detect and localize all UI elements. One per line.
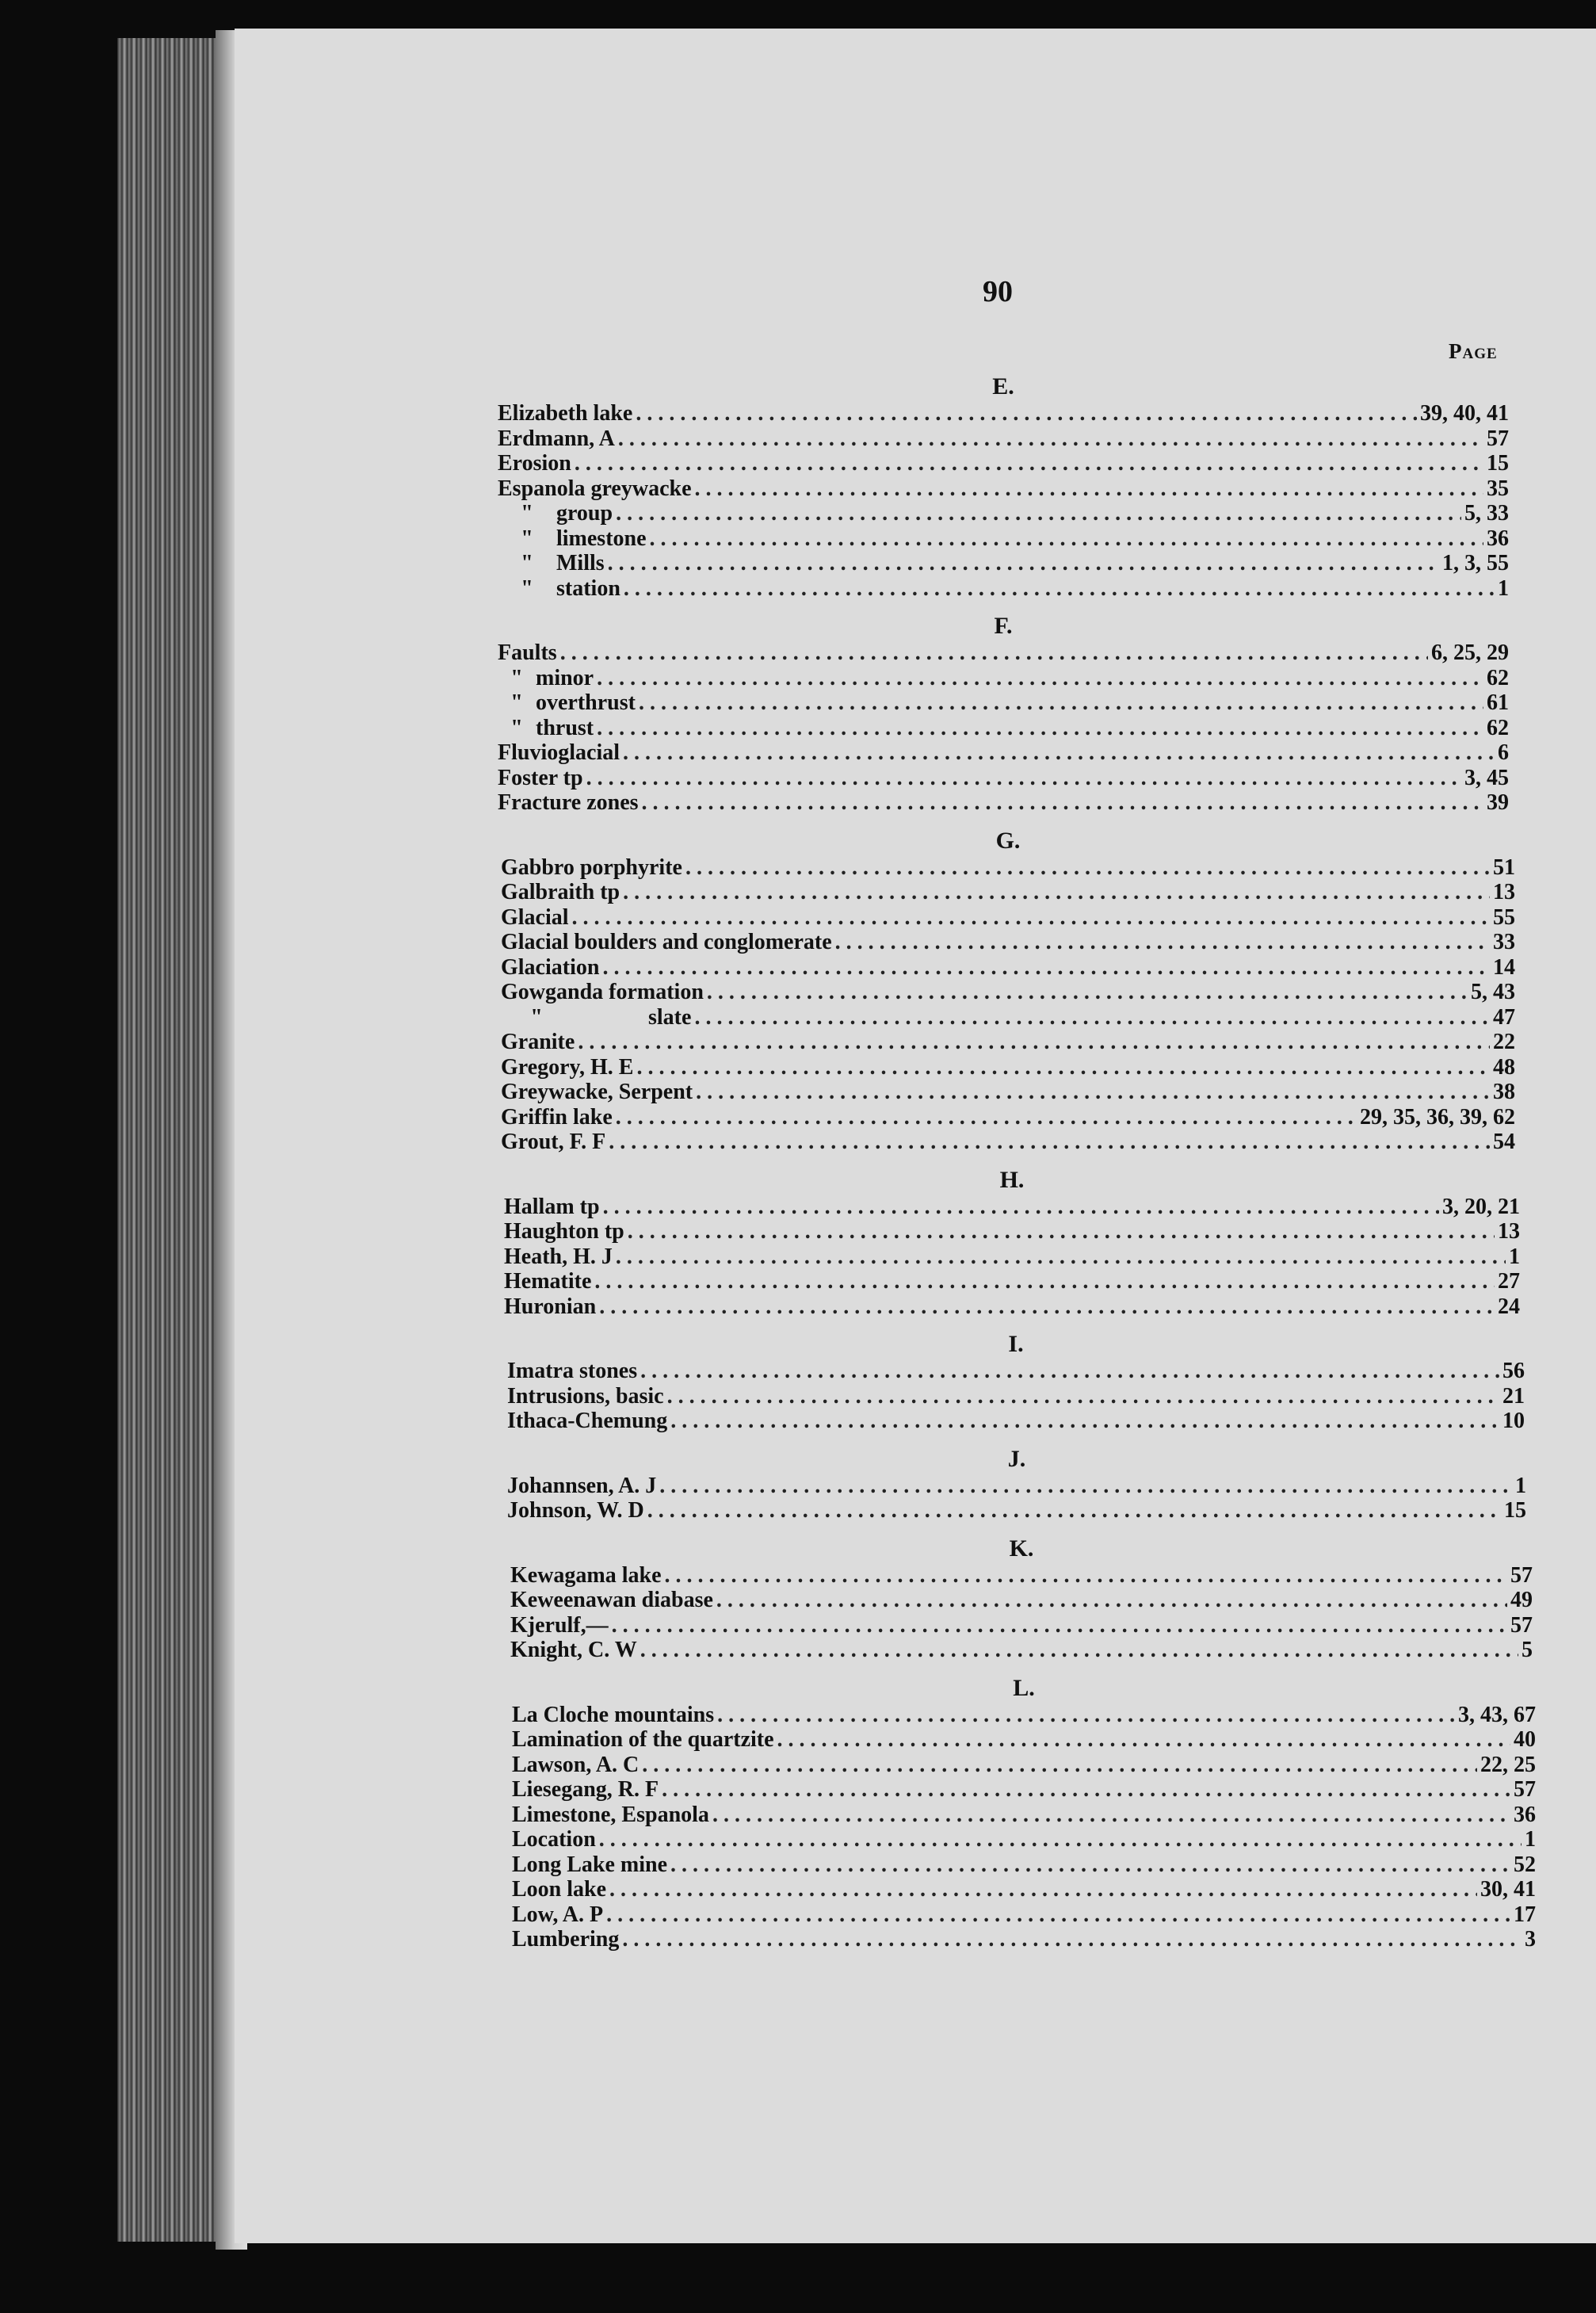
page-references: 24 xyxy=(1498,1294,1520,1319)
page-references: 13 xyxy=(1493,880,1515,904)
page-number: 90 xyxy=(983,275,1013,308)
index-term: Ithaca-Chemung xyxy=(507,1409,668,1433)
page-references: 57 xyxy=(1514,1777,1536,1802)
index-entry xyxy=(498,716,1509,741)
index-entry xyxy=(507,1409,1525,1434)
page-references: 27 xyxy=(1498,1269,1520,1294)
section-letter-heading: J. xyxy=(1007,1445,1026,1472)
index-entry xyxy=(512,1777,1536,1803)
dot-leader xyxy=(667,1384,1499,1409)
index-term: Grout, F. F xyxy=(501,1130,606,1154)
index-section xyxy=(504,1166,1520,1320)
page-references: 14 xyxy=(1493,954,1515,980)
page-references: 36 xyxy=(1514,1802,1536,1827)
index-term: Elizabeth lake xyxy=(498,401,633,426)
dot-leader xyxy=(597,666,1483,691)
index-term: Lawson, A. C xyxy=(512,1752,640,1777)
dot-leader xyxy=(694,1005,1490,1030)
index-term: Glacial xyxy=(501,904,569,930)
page-column-header: Page xyxy=(1449,339,1498,363)
page-references: 10 xyxy=(1502,1409,1525,1433)
index-entry xyxy=(498,476,1509,502)
dot-leader xyxy=(572,905,1490,931)
index-entry xyxy=(498,551,1509,576)
index-term: Loon lake xyxy=(512,1877,607,1902)
dot-leader xyxy=(636,1055,1490,1080)
index-section xyxy=(510,1535,1533,1663)
page-references: 49 xyxy=(1510,1588,1533,1612)
dot-leader xyxy=(642,1753,1477,1778)
index-entry xyxy=(501,930,1515,955)
index-term: Keweenawan diabase xyxy=(510,1588,713,1612)
index-term: Fluvioglacial xyxy=(498,740,620,765)
dot-leader xyxy=(670,1852,1510,1878)
page-references: 1 xyxy=(1498,575,1509,601)
index-entry xyxy=(512,1703,1536,1728)
dot-leader xyxy=(597,716,1483,741)
dot-leader xyxy=(609,1130,1490,1155)
page-references: 52 xyxy=(1514,1852,1536,1877)
index-entry xyxy=(504,1244,1520,1270)
page-references: 3, 20, 21 xyxy=(1442,1194,1520,1219)
index-list xyxy=(498,373,1536,1952)
index-term: Johnson, W. D xyxy=(507,1498,644,1523)
index-term: Intrusions, basic xyxy=(507,1383,664,1409)
dot-leader xyxy=(616,1244,1506,1270)
section-letter-heading: L. xyxy=(1013,1674,1035,1701)
page-references: 1 xyxy=(1509,1244,1520,1269)
index-term: Gregory, H. E xyxy=(501,1054,634,1080)
index-term: Hematite xyxy=(504,1269,592,1294)
page-references: 3, 45 xyxy=(1464,765,1509,790)
index-term: Greywacke, Serpent xyxy=(501,1080,693,1104)
dot-leader xyxy=(640,1359,1499,1384)
page-references: 33 xyxy=(1493,930,1515,954)
dot-leader xyxy=(628,1219,1495,1244)
index-subterm: slate xyxy=(648,1004,692,1030)
index-entry xyxy=(512,1827,1536,1852)
index-section xyxy=(512,1674,1536,1952)
dot-leader xyxy=(623,880,1490,905)
index-entry xyxy=(501,1055,1515,1080)
dot-leader xyxy=(685,855,1490,881)
dot-leader xyxy=(599,1827,1522,1852)
index-term: Glacial boulders and conglomerate xyxy=(501,930,832,954)
index-entry xyxy=(501,980,1515,1005)
dot-leader xyxy=(696,1080,1490,1105)
page-references: 5, 33 xyxy=(1464,501,1509,526)
index-entry xyxy=(498,401,1509,426)
index-term: Galbraith tp xyxy=(501,880,620,904)
index-term: Huronian xyxy=(504,1294,597,1319)
index-entry xyxy=(498,501,1509,526)
index-term: Griffin lake xyxy=(501,1104,613,1130)
dot-leader xyxy=(606,1902,1510,1928)
page-references: 48 xyxy=(1493,1054,1515,1080)
index-term: Espanola greywacke xyxy=(498,476,692,501)
section-letter-heading: F. xyxy=(994,613,1013,639)
dot-leader xyxy=(777,1727,1510,1753)
index-term: Gowganda formation xyxy=(501,980,704,1004)
index-term: Kjerulf,— xyxy=(510,1612,609,1638)
index-entry xyxy=(501,1130,1515,1155)
page-references: 61 xyxy=(1487,690,1509,715)
ditto-mark: " xyxy=(521,526,533,551)
ditto-mark: " xyxy=(521,501,533,526)
index-entry xyxy=(498,690,1509,716)
index-entry xyxy=(501,955,1515,981)
index-entry xyxy=(510,1613,1533,1638)
dot-leader xyxy=(560,640,1428,666)
dot-leader xyxy=(608,551,1439,576)
section-letter-heading: H. xyxy=(999,1166,1025,1193)
index-term: Lumbering xyxy=(512,1927,620,1952)
index-entry xyxy=(512,1927,1536,1952)
dot-leader xyxy=(624,576,1495,602)
page-references: 57 xyxy=(1487,426,1509,451)
index-term: Gabbro porphyrite xyxy=(501,854,682,880)
index-entry xyxy=(498,766,1509,791)
index-section xyxy=(498,373,1509,601)
index-entry xyxy=(504,1219,1520,1244)
dot-leader xyxy=(594,1269,1495,1294)
index-entry xyxy=(501,880,1515,905)
index-entry xyxy=(507,1498,1526,1524)
index-entry xyxy=(504,1269,1520,1294)
index-entry xyxy=(510,1563,1533,1589)
index-entry xyxy=(498,790,1509,816)
dot-leader xyxy=(717,1703,1455,1728)
index-subterm: limestone xyxy=(556,526,647,551)
page-references: 21 xyxy=(1502,1383,1525,1409)
index-subterm: overthrust xyxy=(536,690,636,715)
dot-leader xyxy=(599,1294,1495,1320)
ditto-mark: " xyxy=(530,1004,543,1030)
page-references: 40 xyxy=(1514,1727,1536,1752)
index-term: Kewagama lake xyxy=(510,1562,662,1588)
page-references: 3 xyxy=(1525,1927,1536,1952)
index-term: Foster tp xyxy=(498,765,583,790)
index-term: Erosion xyxy=(498,451,571,476)
index-term: Low, A. P xyxy=(512,1902,604,1927)
index-term: Knight, C. W xyxy=(510,1638,637,1662)
page-references: 22, 25 xyxy=(1480,1752,1536,1777)
page-references: 15 xyxy=(1504,1498,1526,1523)
index-entry xyxy=(512,1902,1536,1928)
page-references: 47 xyxy=(1493,1004,1515,1030)
index-entry xyxy=(512,1753,1536,1778)
index-entry xyxy=(512,1877,1536,1902)
ditto-mark: " xyxy=(510,665,523,690)
section-letter-heading: G. xyxy=(995,827,1021,854)
dot-leader xyxy=(642,790,1483,816)
dot-leader xyxy=(618,426,1483,452)
index-entry xyxy=(512,1727,1536,1753)
dot-leader xyxy=(602,955,1490,981)
page-references: 56 xyxy=(1502,1359,1525,1383)
ditto-mark: " xyxy=(521,551,533,575)
dot-leader xyxy=(665,1563,1507,1589)
page-references: 6, 25, 29 xyxy=(1431,640,1509,665)
index-section xyxy=(501,827,1515,1155)
page-references: 30, 41 xyxy=(1480,1877,1536,1902)
index-entry xyxy=(498,426,1509,452)
page-references: 39 xyxy=(1487,790,1509,815)
dot-leader xyxy=(712,1803,1510,1828)
page-references: 17 xyxy=(1514,1902,1536,1927)
index-entry xyxy=(512,1803,1536,1828)
dot-leader xyxy=(612,1613,1507,1638)
dot-leader xyxy=(623,740,1495,766)
index-entry xyxy=(507,1359,1525,1384)
index-term: Glaciation xyxy=(501,954,600,980)
section-letter-heading: E. xyxy=(992,373,1014,400)
page-references: 39, 40, 41 xyxy=(1420,401,1509,426)
dot-leader xyxy=(603,1195,1439,1220)
index-entry xyxy=(501,905,1515,931)
dot-leader xyxy=(650,526,1483,552)
index-entry xyxy=(501,1105,1515,1130)
index-entry xyxy=(510,1638,1533,1663)
index-term: Granite xyxy=(501,1030,575,1054)
index-section xyxy=(498,612,1509,816)
index-entry xyxy=(498,576,1509,602)
index-entry xyxy=(512,1852,1536,1878)
index-entry xyxy=(510,1588,1533,1613)
dot-leader xyxy=(578,1030,1490,1055)
page-references: 5, 43 xyxy=(1471,980,1515,1004)
dot-leader xyxy=(640,1638,1518,1663)
index-entry xyxy=(498,740,1509,766)
index-term: Johannsen, A. J xyxy=(507,1473,657,1498)
dot-leader xyxy=(586,766,1461,791)
index-entry xyxy=(498,666,1509,691)
page-references: 57 xyxy=(1510,1562,1533,1588)
index-entry xyxy=(498,451,1509,476)
index-subterm: station xyxy=(556,575,620,601)
page-references: 38 xyxy=(1493,1080,1515,1104)
index-term: Erdmann, A xyxy=(498,426,615,451)
page-references: 62 xyxy=(1487,665,1509,690)
index-subterm: group xyxy=(556,501,613,526)
page-references: 51 xyxy=(1493,854,1515,880)
index-subterm: thrust xyxy=(536,715,594,740)
index-term: Faults xyxy=(498,640,557,665)
page-references: 15 xyxy=(1487,451,1509,476)
dot-leader xyxy=(639,690,1483,716)
index-entry xyxy=(501,1080,1515,1105)
page-references: 1, 3, 55 xyxy=(1442,551,1509,575)
dot-leader xyxy=(716,1588,1507,1613)
dot-leader xyxy=(609,1877,1477,1902)
index-entry xyxy=(498,640,1509,666)
index-term: Imatra stones xyxy=(507,1359,638,1383)
page-references: 6 xyxy=(1498,740,1509,765)
dot-leader xyxy=(707,980,1468,1005)
section-letter-heading: I. xyxy=(1008,1331,1024,1357)
page-references: 35 xyxy=(1487,476,1509,501)
index-term: Fracture zones xyxy=(498,790,639,815)
page-references: 13 xyxy=(1498,1219,1520,1244)
dot-leader xyxy=(616,1105,1357,1130)
dot-leader xyxy=(575,451,1483,476)
page-references: 54 xyxy=(1493,1130,1515,1154)
index-section xyxy=(507,1330,1525,1434)
page-references: 36 xyxy=(1487,526,1509,551)
index-subterm: minor xyxy=(536,665,594,690)
index-term: Heath, H. J xyxy=(504,1244,613,1269)
index-entry xyxy=(498,526,1509,552)
page-references: 1 xyxy=(1525,1827,1536,1852)
dot-leader xyxy=(695,476,1484,502)
page-references: 3, 43, 67 xyxy=(1458,1702,1536,1727)
index-term: Location xyxy=(512,1827,596,1852)
index-term: La Cloche mountains xyxy=(512,1702,715,1727)
index-subterm: Mills xyxy=(556,551,605,575)
page-references: 5 xyxy=(1522,1638,1533,1662)
page-references: 1 xyxy=(1515,1473,1526,1498)
index-term: Long Lake mine xyxy=(512,1852,668,1877)
index-entry xyxy=(501,1030,1515,1055)
section-letter-heading: K. xyxy=(1009,1535,1034,1562)
index-term: Haughton tp xyxy=(504,1219,624,1244)
dot-leader xyxy=(659,1474,1512,1499)
dot-leader xyxy=(636,401,1417,426)
index-entry xyxy=(507,1384,1525,1409)
ditto-mark: " xyxy=(510,690,523,715)
page-references: 55 xyxy=(1493,904,1515,930)
page-references: 57 xyxy=(1510,1612,1533,1638)
index-section xyxy=(507,1445,1526,1524)
index-term: Limestone, Espanola xyxy=(512,1802,709,1827)
page-references: 22 xyxy=(1493,1030,1515,1054)
dot-leader xyxy=(647,1498,1501,1524)
page-references: 29, 35, 36, 39, 62 xyxy=(1360,1104,1515,1130)
index-term: Lamination of the quartzite xyxy=(512,1727,774,1752)
index-entry xyxy=(507,1474,1526,1499)
dot-leader xyxy=(835,930,1490,955)
index-entry xyxy=(501,855,1515,881)
ditto-mark: " xyxy=(521,575,533,601)
index-entry xyxy=(501,1005,1515,1030)
ditto-mark: " xyxy=(510,715,523,740)
dot-leader xyxy=(622,1927,1522,1952)
index-term: Liesegang, R. F xyxy=(512,1777,659,1802)
index-entry xyxy=(504,1294,1520,1320)
dot-leader xyxy=(616,501,1461,526)
dot-leader xyxy=(670,1409,1499,1434)
page-references: 62 xyxy=(1487,715,1509,740)
dot-leader xyxy=(662,1777,1510,1803)
index-term: Hallam tp xyxy=(504,1194,600,1219)
index-entry xyxy=(504,1195,1520,1220)
